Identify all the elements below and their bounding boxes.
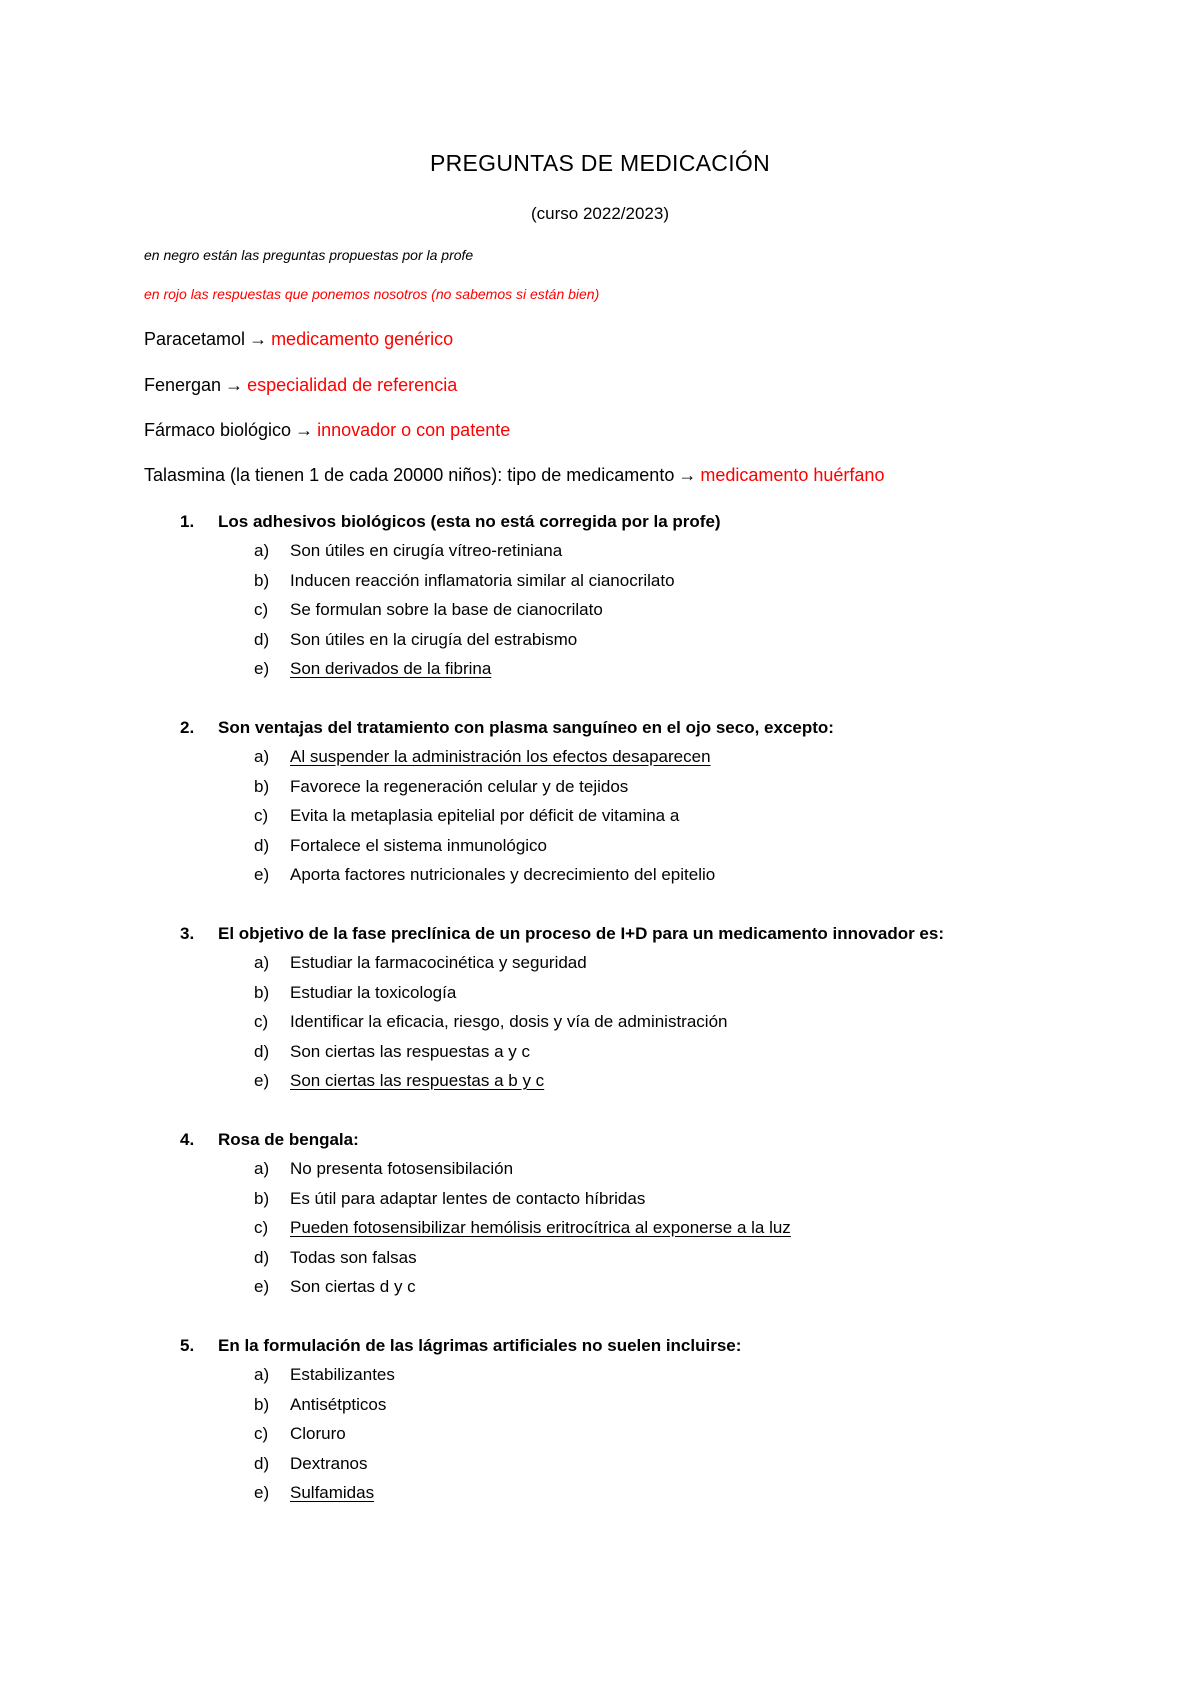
fact-prompt: Fármaco biológico <box>144 420 292 440</box>
fact-line <box>144 375 457 396</box>
option-text-selected: Al suspender la administración los efectos desaparecen <box>290 747 711 766</box>
option-text: No presenta fotosensibilación <box>290 1159 514 1178</box>
question-number: 4. <box>180 1130 195 1149</box>
option-letter: d) <box>254 1453 270 1473</box>
option-text: Evita la metaplasia epitelial por déficit de vitamina a <box>290 806 680 825</box>
option-letter: a) <box>254 1365 270 1384</box>
question-text: En la formulación de las lágrimas artificiales no suelen incluirse: <box>218 1336 742 1355</box>
answer-option <box>254 659 491 679</box>
answer-option <box>254 1042 530 1062</box>
option-letter: d) <box>254 629 270 649</box>
option-text: Fortalece el sistema inmunológico <box>290 835 548 855</box>
arrow-icon: → <box>678 465 697 485</box>
answer-option <box>254 1071 544 1091</box>
question-number: 3. <box>180 924 195 943</box>
answer-option <box>254 1218 791 1238</box>
page-title: PREGUNTAS DE MEDICACIÓN <box>429 150 770 176</box>
note-black: en negro están las preguntas propuestas por la profe <box>144 247 474 263</box>
answer-option <box>254 747 711 767</box>
option-text: Identificar la eficacia, riesgo, dosis y vía de administración <box>290 1012 728 1031</box>
answer-option <box>254 630 577 650</box>
answer-option <box>254 571 675 591</box>
option-letter: c) <box>254 1012 269 1031</box>
question-text: Los adhesivos biológicos (esta no está corregida por la profe) <box>218 512 721 531</box>
answer-option <box>254 1248 417 1268</box>
answer-option <box>254 1365 395 1385</box>
option-text: Cloruro <box>290 1424 346 1443</box>
answer-option <box>254 1454 367 1474</box>
option-letter: e) <box>254 1483 270 1502</box>
question-text: Son ventajas del tratamiento con plasma sanguíneo en el ojo seco, excepto: <box>218 718 834 737</box>
fact-line <box>144 420 510 441</box>
option-text: Son ciertas las respuestas a y c <box>290 1041 531 1061</box>
option-letter: e) <box>254 1277 270 1296</box>
option-letter: b) <box>254 1394 270 1414</box>
fact-answer: especialidad de referencia <box>247 375 458 395</box>
option-text-selected: Sulfamidas <box>290 1483 375 1502</box>
option-letter: d) <box>254 835 270 855</box>
page-subtitle: (curso 2022/2023) <box>531 204 669 223</box>
fact-answer: medicamento huérfano <box>700 465 885 485</box>
option-letter: c) <box>254 806 269 825</box>
option-letter: c) <box>254 1218 269 1237</box>
answer-option <box>254 1424 346 1444</box>
option-text: Aporta factores nutricionales y decrecimiento del epitelio <box>290 865 716 884</box>
answer-option <box>254 836 547 856</box>
option-text: Estudiar la farmacocinética y seguridad <box>290 953 587 972</box>
option-letter: d) <box>254 1041 270 1061</box>
option-text: Se formulan sobre la base de cianocrilato <box>290 600 603 619</box>
option-letter: a) <box>254 953 270 972</box>
option-letter: d) <box>254 1247 270 1267</box>
fact-prompt: Fenergan <box>144 375 222 395</box>
answer-option <box>254 983 456 1003</box>
question-heading <box>180 924 944 944</box>
answer-option <box>254 806 679 826</box>
option-text-selected: Pueden fotosensibilizar hemólisis eritrocítrica al exponerse a la luz <box>290 1218 791 1237</box>
option-letter: a) <box>254 1159 270 1178</box>
option-text: Son útiles en cirugía vítreo-retiniana <box>290 541 563 560</box>
fact-prompt: Paracetamol <box>144 329 246 349</box>
option-letter: b) <box>254 1188 270 1208</box>
answer-option <box>254 1395 386 1415</box>
option-text: Es útil para adaptar lentes de contacto híbridas <box>290 1188 646 1208</box>
question-heading <box>180 512 721 532</box>
answer-option <box>254 1189 645 1209</box>
option-text: Inducen reacción inflamatoria similar al cianocrilato <box>290 570 675 590</box>
question-number: 5. <box>180 1336 195 1355</box>
option-text: Estabilizantes <box>290 1365 395 1384</box>
option-text: Favorece la regeneración celular y de tejidos <box>290 776 629 796</box>
option-text: Son ciertas d y c <box>290 1277 416 1296</box>
arrow-icon: → <box>225 375 244 395</box>
fact-answer: innovador o con patente <box>317 420 511 440</box>
option-letter: b) <box>254 982 270 1002</box>
answer-option <box>254 600 603 620</box>
fact-prompt: Talasmina (la tienen 1 de cada 20000 niños): tipo de medicamento <box>144 465 675 485</box>
arrow-icon: → <box>249 329 268 349</box>
answer-option <box>254 953 587 973</box>
option-letter: e) <box>254 1071 270 1090</box>
option-letter: b) <box>254 776 270 796</box>
question-text: Rosa de bengala: <box>218 1130 359 1149</box>
option-text: Todas son falsas <box>290 1247 417 1267</box>
answer-option <box>254 865 715 885</box>
note-red: en rojo las respuestas que ponemos nosotros (no sabemos si están bien) <box>144 286 600 302</box>
question-heading <box>180 1336 741 1356</box>
option-letter: b) <box>254 570 270 590</box>
answer-option <box>254 1483 374 1503</box>
question-heading <box>180 1130 359 1150</box>
question-number: 2. <box>180 718 195 737</box>
option-letter: e) <box>254 659 270 678</box>
question-text: El objetivo de la fase preclínica de un proceso de I+D para un medicamento innovador es: <box>218 924 945 943</box>
option-letter: a) <box>254 747 270 766</box>
option-text-selected: Son derivados de la fibrina <box>290 659 492 678</box>
option-letter: a) <box>254 541 270 560</box>
answer-option <box>254 1159 513 1179</box>
option-text: Antisétpticos <box>290 1394 387 1414</box>
option-text: Son útiles en la cirugía del estrabismo <box>290 629 578 649</box>
answer-option <box>254 541 562 561</box>
option-letter: c) <box>254 600 269 619</box>
option-text: Dextranos <box>290 1453 368 1473</box>
answer-option <box>254 1012 727 1032</box>
fact-line <box>144 465 884 486</box>
answer-option <box>254 777 628 797</box>
option-letter: c) <box>254 1424 269 1443</box>
fact-line <box>144 329 453 350</box>
arrow-icon: → <box>295 420 314 440</box>
answer-option <box>254 1277 416 1297</box>
question-heading <box>180 718 834 738</box>
option-text-selected: Son ciertas las respuestas a b y c <box>290 1071 545 1090</box>
option-letter: e) <box>254 865 270 884</box>
question-number: 1. <box>180 512 195 531</box>
option-text: Estudiar la toxicología <box>290 982 457 1002</box>
fact-answer: medicamento genérico <box>271 329 454 349</box>
